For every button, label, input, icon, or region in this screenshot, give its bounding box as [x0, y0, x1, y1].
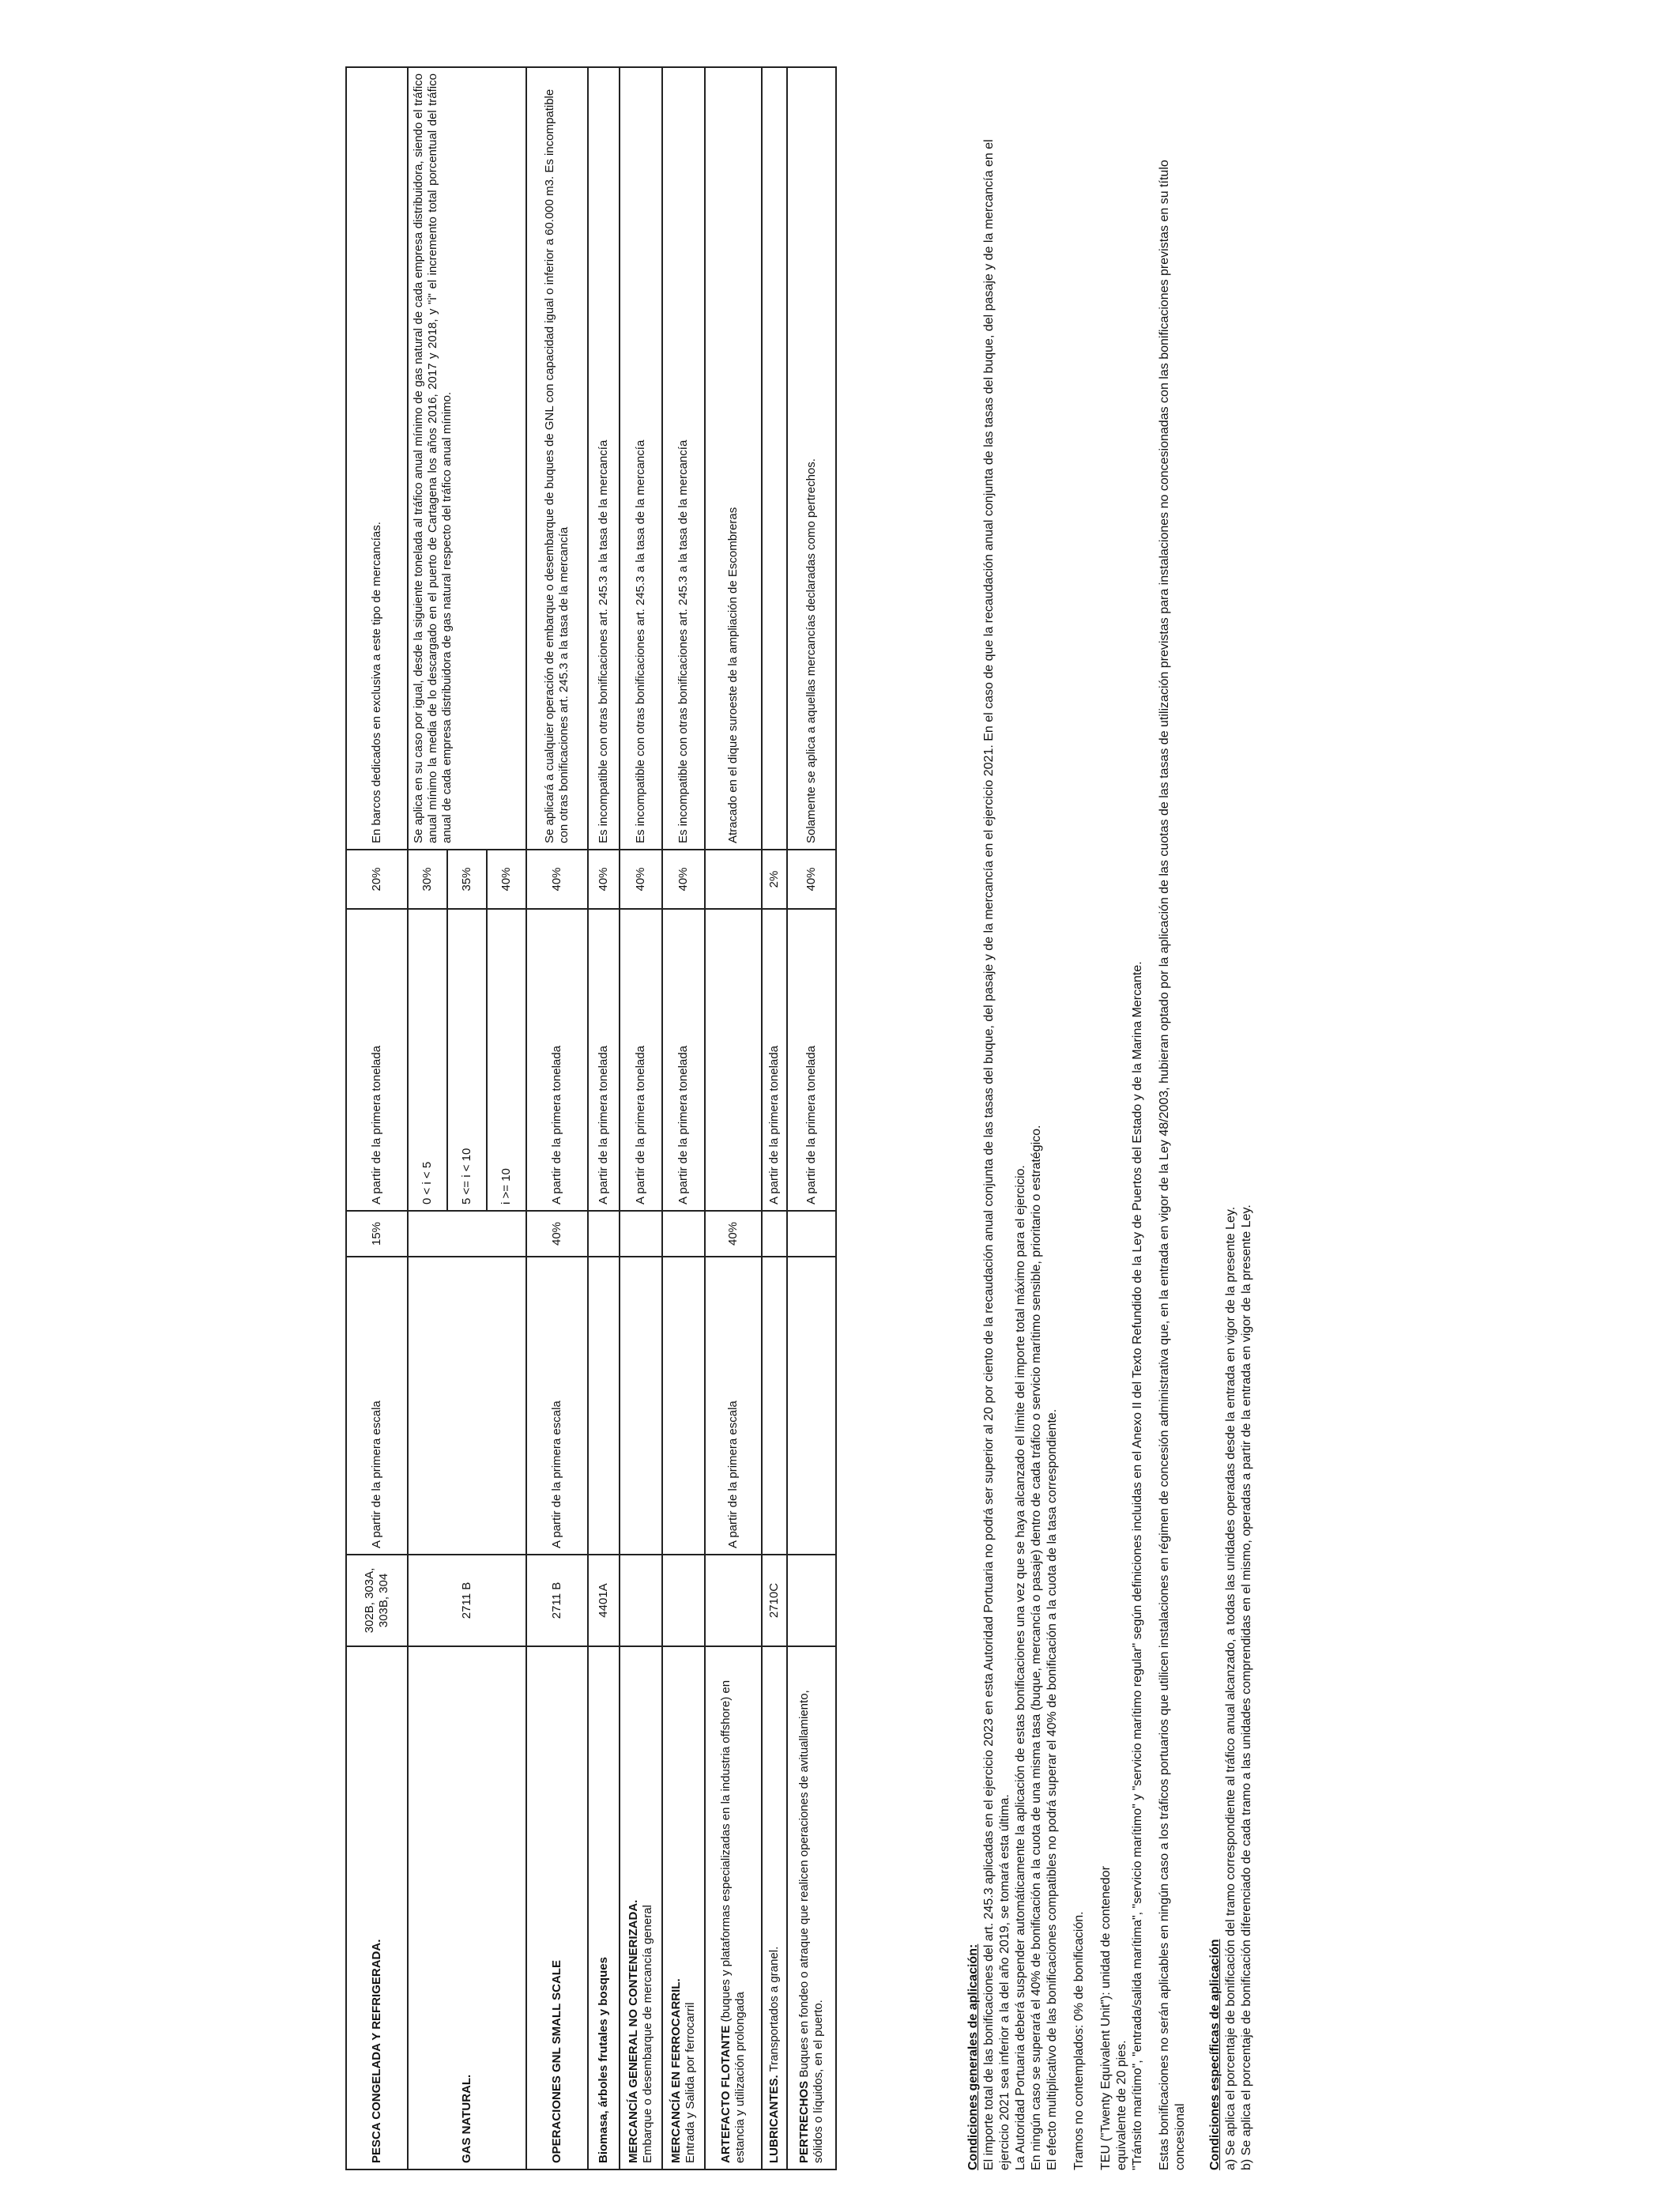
row-pct-mercancia: 40%: [787, 850, 836, 909]
row-name-rest: Buques en fondeo o atraque que realicen operaciones de avituallamiento, sólidos o líquidos, en el puerto.: [797, 1690, 825, 2163]
row-pct-mercancia: [705, 850, 762, 909]
row-condition: En barcos dedicados en exclusiva a este tipo de mercancías.: [346, 67, 408, 850]
row-condition: Se aplica en su caso por igual, desde la siguiente tonelada al tráfico anual mínimo de gas natural de cada empresa distribuidora, siendo el tráfico anual mínimo la media de lo descargado en el puerto de Cartagena los años 2016, 2017 y 2018, y "i" el incremento total porcentual del tráfico anual de cada empresa distribuidora de gas natural respecto del tráfico anual mínimo.: [408, 67, 526, 850]
row-name: LUBRICANTES.: [767, 2075, 781, 2163]
row-from-escala: [588, 1257, 620, 1555]
row-pct-buque: 15%: [346, 1211, 408, 1257]
row-condition: Es incompatible con otras bonificaciones art. 245.3 a la tasa de la mercancía: [662, 67, 705, 850]
row-pct-mercancia: 40%: [526, 850, 588, 909]
row-from-tonelada: A partir de la primera tonelada: [526, 909, 588, 1211]
row-from-tonelada: [705, 909, 762, 1211]
row-pct-buque: 40%: [526, 1211, 588, 1257]
tramos-note: Tramos no contemplados: 0% de bonificación.: [1072, 1911, 1086, 2170]
row-condition: [762, 67, 787, 850]
row-code: [620, 1555, 662, 1646]
row-from-escala: [408, 1257, 526, 1555]
tramo-pct: 35%: [446, 850, 486, 908]
row-pct-mercancia: 40%: [620, 850, 662, 909]
row-pct-buque: 40%: [705, 1211, 762, 1257]
table-row: [620, 67, 662, 2169]
bonificaciones-table: [345, 66, 837, 2170]
row-pct-buque: [762, 1211, 787, 1257]
tramo-pct: 40%: [486, 850, 525, 908]
row-pct-buque: [787, 1211, 836, 1257]
tramo-label: 0 < i < 5: [420, 1161, 434, 1204]
table-row: [705, 67, 762, 2169]
row-name-cell: [662, 1646, 705, 2169]
row-pct-mercancia: 40%: [588, 850, 620, 909]
row-condition: Es incompatible con otras bonificaciones art. 245.3 a la tasa de la mercancía: [588, 67, 620, 850]
specific-condition: b) Se aplica el porcentaje de bonificación diferenciado de cada tramo a las unidades comprendidas en el mismo, operadas a partir de la entrada en vigor de la presente Ley.: [1240, 1204, 1253, 2170]
row-name-rest: Transportados a granel.: [767, 1946, 781, 2075]
table-row: [762, 67, 787, 2169]
row-condition: Es incompatible con otras bonificaciones art. 245.3 a la tasa de la mercancía: [620, 67, 662, 850]
table-row: [787, 67, 836, 2169]
row-from-escala: [787, 1257, 836, 1555]
row-from-escala: [762, 1257, 787, 1555]
row-from-tonelada: A partir de la primera tonelada: [588, 909, 620, 1211]
row-from-tonelada: A partir de la primera tonelada: [762, 909, 787, 1211]
row-tramos: [408, 909, 526, 1211]
row-from-escala: [662, 1257, 705, 1555]
general-condition: En ningún caso se superará el 40% de bonificación a la cuota de una misma tasa (buque, mercancía o pasaje) dentro de cada tráfico o servicio marítimo sensible, prioritario o estratégico.: [1030, 1125, 1043, 2170]
row-code: [662, 1555, 705, 1646]
row-from-tonelada: A partir de la primera tonelada: [662, 909, 705, 1211]
row-from-tonelada: A partir de la primera tonelada: [346, 909, 408, 1211]
row-condition: Se aplicará a cualquier operación de embarque o desembarque de buques de GNL con capacidad igual o inferior a 60.000 m3. Es incompatible con otras bonificaciones art. 245.3 a la tasa de la mercancía: [526, 67, 588, 850]
row-code: [705, 1555, 762, 1646]
row-from-tonelada: A partir de la primera tonelada: [620, 909, 662, 1211]
tramo-pct: 30%: [420, 867, 434, 892]
row-from-escala: A partir de la primera escala: [526, 1257, 588, 1555]
row-name-cell: [705, 1646, 762, 2169]
specific-conditions-heading: Condiciones específicas de aplicación: [1208, 1939, 1222, 2170]
table-row: [526, 67, 588, 2169]
table-row: [588, 67, 620, 2169]
tramo-label: i >= 10: [486, 910, 525, 1210]
row-name-cell: [787, 1646, 836, 2169]
general-condition: El importe total de las bonificaciones del art. 245.3 aplicadas en el ejercicio 2023 en esta Autoridad Portuaria no podrá ser superior al 20 por ciento de la recaudación anual conjunta de las tasas del buque, del pasaje y de la mercancía en el ejercicio 2021. En el caso de que la recaudación anual conjunta de las tasas del buque, del pasaje y de la mercancía en el ejercicio 2021 sea inferior a la del año 2019, se tomará esta última.: [982, 139, 1011, 2170]
row-name: Biomasa, árboles frutales y bosques: [588, 1646, 620, 2169]
row-from-escala: [620, 1257, 662, 1555]
row-pct-buque: [620, 1211, 662, 1257]
estas-note: Estas bonificaciones no serán aplicables en ningún caso a los tráficos portuarios que utilicen instalaciones en régimen de concesión administrativa que, en la entrada en vigor de la Ley 48/2003, hubieran optado por la aplicación de las cuotas de las tasas de utilización previstas para instalaciones no concesionadas con las bonificaciones previstas en su título concesional: [1158, 160, 1187, 2170]
row-code: 2711 B: [526, 1555, 588, 1646]
row-name-sub: Entrada y Salida por ferrocarril: [684, 2002, 697, 2163]
row-name: PERTRECHOS: [797, 2080, 811, 2163]
teu-note-line: TEU ("Twenty Equivalent Unit"): unidad de contenedor: [1099, 1866, 1113, 2170]
row-code: 2711 B: [408, 1555, 526, 1646]
row-code: 302B, 303A, 303B, 304: [346, 1555, 408, 1646]
table-row: [346, 67, 408, 2169]
row-name: PESCA CONGELADA Y REFRIGERADA.: [346, 1646, 408, 2169]
transito-note: "Tránsito marítimo", "entrada/salida marítima", "servicio marítimo" y "servicio marítimo regular" según definiciones incluidas en el Anexo II del Texto Refundido de la Ley de Puertos del Estado y de la Marina Mercante.: [1131, 961, 1144, 2170]
row-tramo-pcts: [408, 850, 526, 909]
row-from-tonelada: A partir de la primera tonelada: [787, 909, 836, 1211]
row-pct-buque: [662, 1211, 705, 1257]
specific-condition: a) Se aplica el porcentaje de bonificación del tramo correspondiente al tráfico anual alcanzado, a todas las unidades operadas desde la entrada en vigor de la presente Ley.: [1224, 1206, 1237, 2170]
row-condition: Solamente se aplica a aquellas mercancías declaradas como pertrechos.: [787, 67, 836, 850]
tramo-label: 5 <= i < 10: [446, 910, 486, 1210]
general-conditions-heading: Condiciones generales de aplicación:: [966, 1943, 980, 2170]
row-condition: Atracado en el dique suroeste de la ampliación de Escombreras: [705, 67, 762, 850]
row-name-cell: [762, 1646, 787, 2169]
table-row: [662, 67, 705, 2169]
row-name: ARTEFACTO FLOTANTE: [719, 2025, 733, 2163]
row-code: [787, 1555, 836, 1646]
row-code: 2710C: [762, 1555, 787, 1646]
notes-section: [966, 115, 1255, 2170]
row-name: MERCANCÍA EN FERROCARRIL.: [669, 1978, 683, 2163]
row-name: MERCANCÍA GENERAL NO CONTENERIZADA.: [627, 1899, 640, 2163]
teu-note-line: equivalente de 20 pies.: [1115, 2040, 1128, 2170]
general-condition: El efecto multiplicativo de las bonificaciones compatibles no podrá superar el 40% de bonificación a la cuota de la tasa correspondiente.: [1045, 1408, 1059, 2170]
row-name: GAS NATURAL.: [408, 1646, 526, 2169]
row-code: 4401A: [588, 1555, 620, 1646]
row-from-escala: A partir de la primera escala: [705, 1257, 762, 1555]
row-pct-buque: [408, 1211, 526, 1257]
row-name: OPERACIONES GNL SMALL SCALE: [526, 1646, 588, 2169]
table-row: [408, 67, 526, 2169]
row-name-sub: Embarque o desembarque de mercancía general: [641, 1905, 654, 2163]
general-condition: La Autoridad Portuaria deberá suspender automáticamente la aplicación de estas bonificaciones una vez que se haya alcanzado el límite del importe total máximo para el ejercicio.: [1014, 1165, 1027, 2170]
row-name-rest: (buques y plataformas especializadas en la industria offshore) en estancia y utilización prolongada: [719, 1679, 747, 2163]
row-pct-mercancia: 40%: [662, 850, 705, 909]
row-pct-mercancia: 20%: [346, 850, 408, 909]
row-pct-buque: [588, 1211, 620, 1257]
row-from-escala: A partir de la primera escala: [346, 1257, 408, 1555]
row-pct-mercancia: 2%: [762, 850, 787, 909]
row-name-cell: [620, 1646, 662, 2169]
